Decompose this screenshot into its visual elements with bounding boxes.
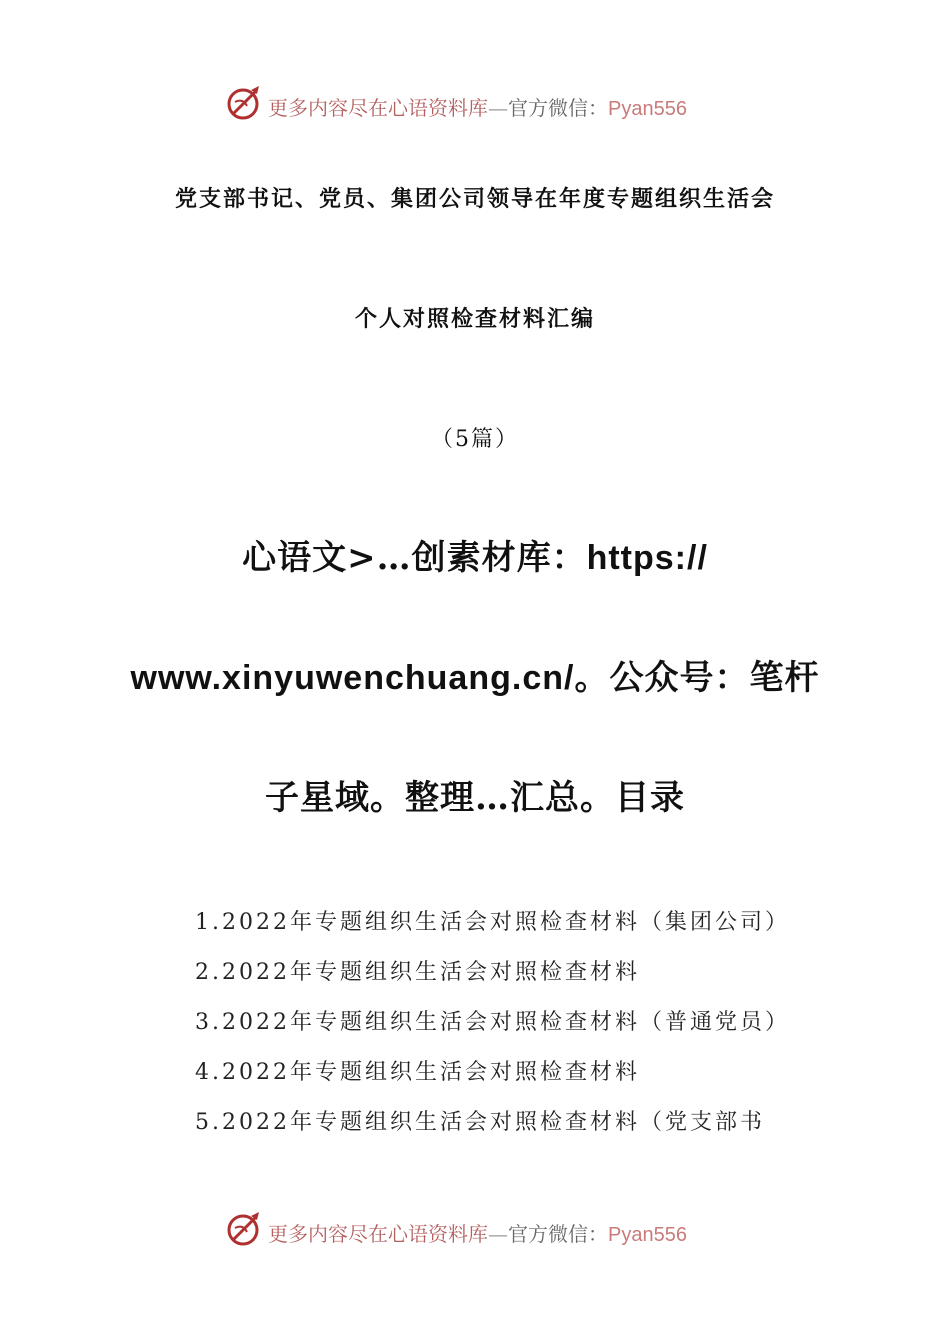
toc-item: 4.2022年专题组织生活会对照检查材料 bbox=[195, 1060, 640, 1085]
notice-url-part2: www.xinyuwenchuang.cn/ bbox=[130, 659, 575, 697]
watermark-text bbox=[268, 1218, 687, 1247]
footer-watermark bbox=[0, 1210, 950, 1250]
notice-line2 bbox=[0, 650, 950, 699]
notice-line3: 子星域。整理…汇总。目录 bbox=[265, 778, 685, 818]
watermark-site: 更多内容尽在心语资料库 bbox=[268, 96, 488, 120]
watermark-separator: — bbox=[488, 1222, 508, 1246]
notice-line1-text: 心语文>…创素材库： bbox=[242, 538, 587, 578]
toc-item: 2.2022年专题组织生活会对照检查材料 bbox=[195, 960, 640, 985]
watermark-wechat-label: 官方微信： bbox=[508, 1222, 608, 1246]
pen-logo-icon bbox=[225, 1210, 265, 1250]
toc-item: 5.2022年专题组织生活会对照检查材料（党支部书 bbox=[195, 1110, 765, 1135]
watermark-wechat-label: 官方微信： bbox=[508, 96, 608, 120]
document-title-line2: 个人对照检查材料汇编 bbox=[354, 306, 595, 332]
toc-item: 1.2022年专题组织生活会对照检查材料（集团公司） bbox=[195, 910, 790, 935]
header-watermark bbox=[0, 84, 950, 124]
watermark-text bbox=[268, 92, 687, 121]
pen-logo-icon bbox=[225, 84, 265, 124]
notice-line2-text: 。公众号：笔杆 bbox=[574, 658, 820, 698]
notice-url-part1: https:// bbox=[586, 539, 708, 577]
document-count: （5篇） bbox=[431, 427, 519, 452]
document-title-line1: 党支部书记、党员、集团公司领导在年度专题组织生活会 bbox=[174, 186, 775, 212]
toc-item: 3.2022年专题组织生活会对照检查材料（普通党员） bbox=[195, 1010, 790, 1035]
watermark-site: 更多内容尽在心语资料库 bbox=[268, 1222, 488, 1246]
watermark-separator: — bbox=[488, 96, 508, 120]
watermark-wechat-id: Pyan556 bbox=[608, 1224, 687, 1246]
watermark-wechat-id: Pyan556 bbox=[608, 98, 687, 120]
notice-line1 bbox=[0, 530, 950, 579]
table-of-contents bbox=[195, 905, 835, 1155]
